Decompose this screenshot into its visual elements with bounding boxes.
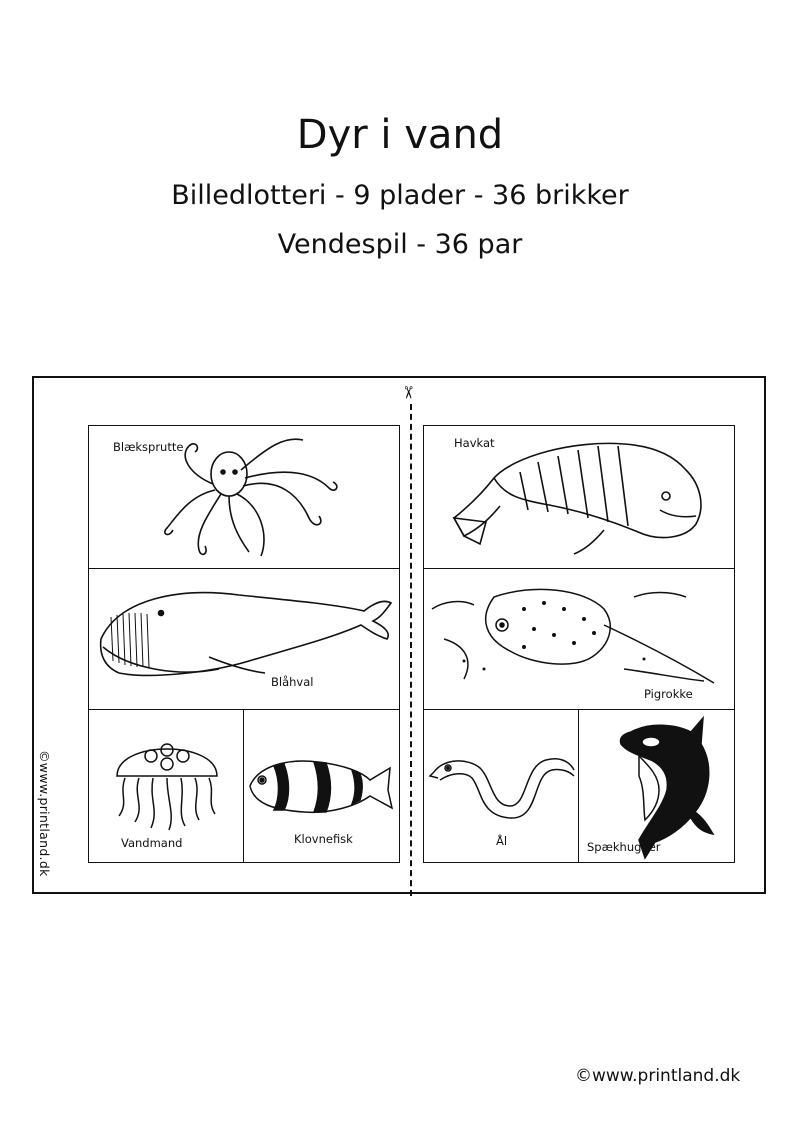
card-cell-spaekhugger	[578, 709, 735, 863]
label-havkat: Havkat	[454, 436, 495, 450]
card-cell-blaahval	[88, 568, 400, 710]
card-cell-pigrokke	[423, 568, 735, 710]
label-vandmand: Vandmand	[121, 836, 183, 850]
label-klovnefisk: Klovnefisk	[294, 832, 353, 846]
card-cell-klovnefisk	[243, 709, 400, 863]
scissors-icon: ✂	[398, 385, 418, 400]
card-cell-vandmand	[88, 709, 244, 863]
label-blaahval: Blåhval	[271, 675, 314, 689]
page-title: Dyr i vand	[296, 112, 504, 158]
card-cell-havkat	[423, 425, 735, 569]
label-pigrokke: Pigrokke	[644, 687, 693, 701]
side-credit: ©www.printland.dk	[37, 750, 52, 877]
dashed-cut-line	[410, 404, 412, 896]
label-spaekhugger: Spækhugger	[587, 840, 661, 854]
page-subtitle-2: Vendespil - 36 par	[277, 229, 523, 260]
label-blaeksprutte: Blæksprutte	[113, 440, 184, 454]
label-aal: Ål	[496, 834, 508, 848]
card-cell-aal	[423, 709, 579, 863]
whale-icon	[89, 569, 401, 711]
card-cell-blaeksprutte	[88, 425, 400, 569]
page-subtitle: Billedlotteri - 9 plader - 36 brikker	[171, 180, 629, 211]
footer-credit: ©www.printland.dk	[575, 1066, 741, 1086]
